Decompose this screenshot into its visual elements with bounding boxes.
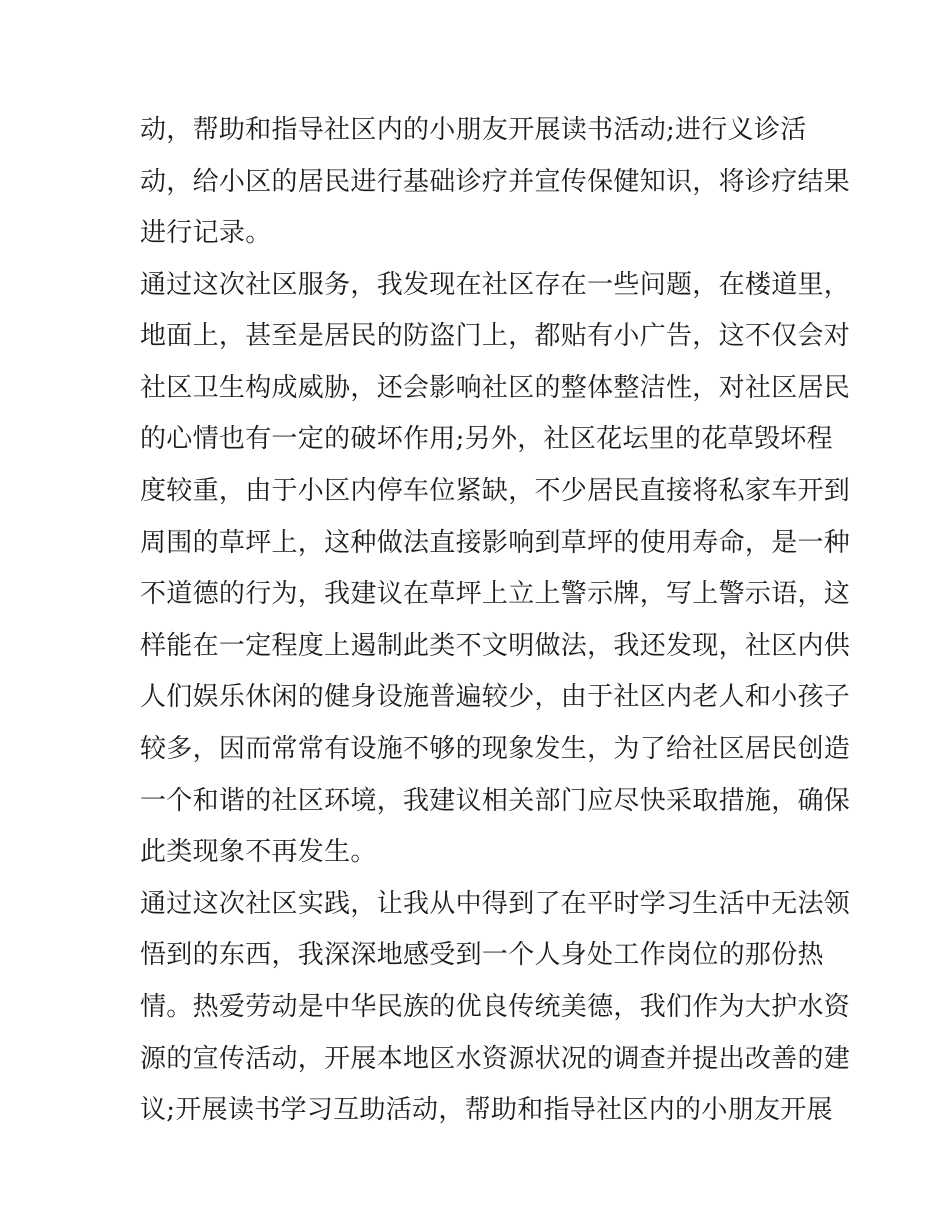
text-line: 地面上，甚至是居民的防盗门上，都贴有小广告，这不仅会对 xyxy=(140,321,851,351)
text-line: 人们娱乐休闲的健身设施普遍较少，由于社区内老人和小孩子 xyxy=(140,682,851,712)
text-line: 源的宣传活动，开展本地区水资源状况的调查并提出改善的建 xyxy=(140,1044,851,1074)
text-line: 不道德的行为，我建议在草坪上立上警示牌，写上警示语，这 xyxy=(140,579,851,609)
text-line: 较多，因而常常有设施不够的现象发生，为了给社区居民创造 xyxy=(140,734,851,764)
text-line: 样能在一定程度上遏制此类不文明做法，我还发现，社区内供 xyxy=(140,631,851,661)
text-line: 社区卫生构成威胁，还会影响社区的整体整洁性，对社区居民 xyxy=(140,373,851,403)
text-line: 议;开展读书学习互助活动，帮助和指导社区内的小朋友开展 xyxy=(140,1095,833,1125)
text-line: 进行记录。 xyxy=(140,218,272,248)
text-line: 周围的草坪上，这种做法直接影响到草坪的使用寿命，是一种 xyxy=(140,528,851,558)
text-line: 一个和谐的社区环境，我建议相关部门应尽快采取措施，确保 xyxy=(140,786,851,816)
text-line: 情。热爱劳动是中华民族的优良传统美德，我们作为大护水资 xyxy=(140,992,851,1022)
text-line: 度较重，由于小区内停车位紧缺，不少居民直接将私家车开到 xyxy=(140,476,851,506)
text-line: 动，帮助和指导社区内的小朋友开展读书活动;进行义诊活 xyxy=(140,115,807,145)
text-line: 悟到的东西，我深深地感受到一个人身处工作岗位的那份热 xyxy=(140,940,824,970)
text-line: 此类现象不再发生。 xyxy=(140,837,377,867)
text-line: 的心情也有一定的破坏作用;另外，社区花坛里的花草毁坏程 xyxy=(140,424,833,454)
text-line: 通过这次社区服务，我发现在社区存在一些问题，在楼道里， xyxy=(140,270,851,300)
text-line: 通过这次社区实践，让我从中得到了在平时学习生活中无法领 xyxy=(140,889,851,919)
text-line: 动，给小区的居民进行基础诊疗并宣传保健知识，将诊疗结果 xyxy=(140,167,851,197)
